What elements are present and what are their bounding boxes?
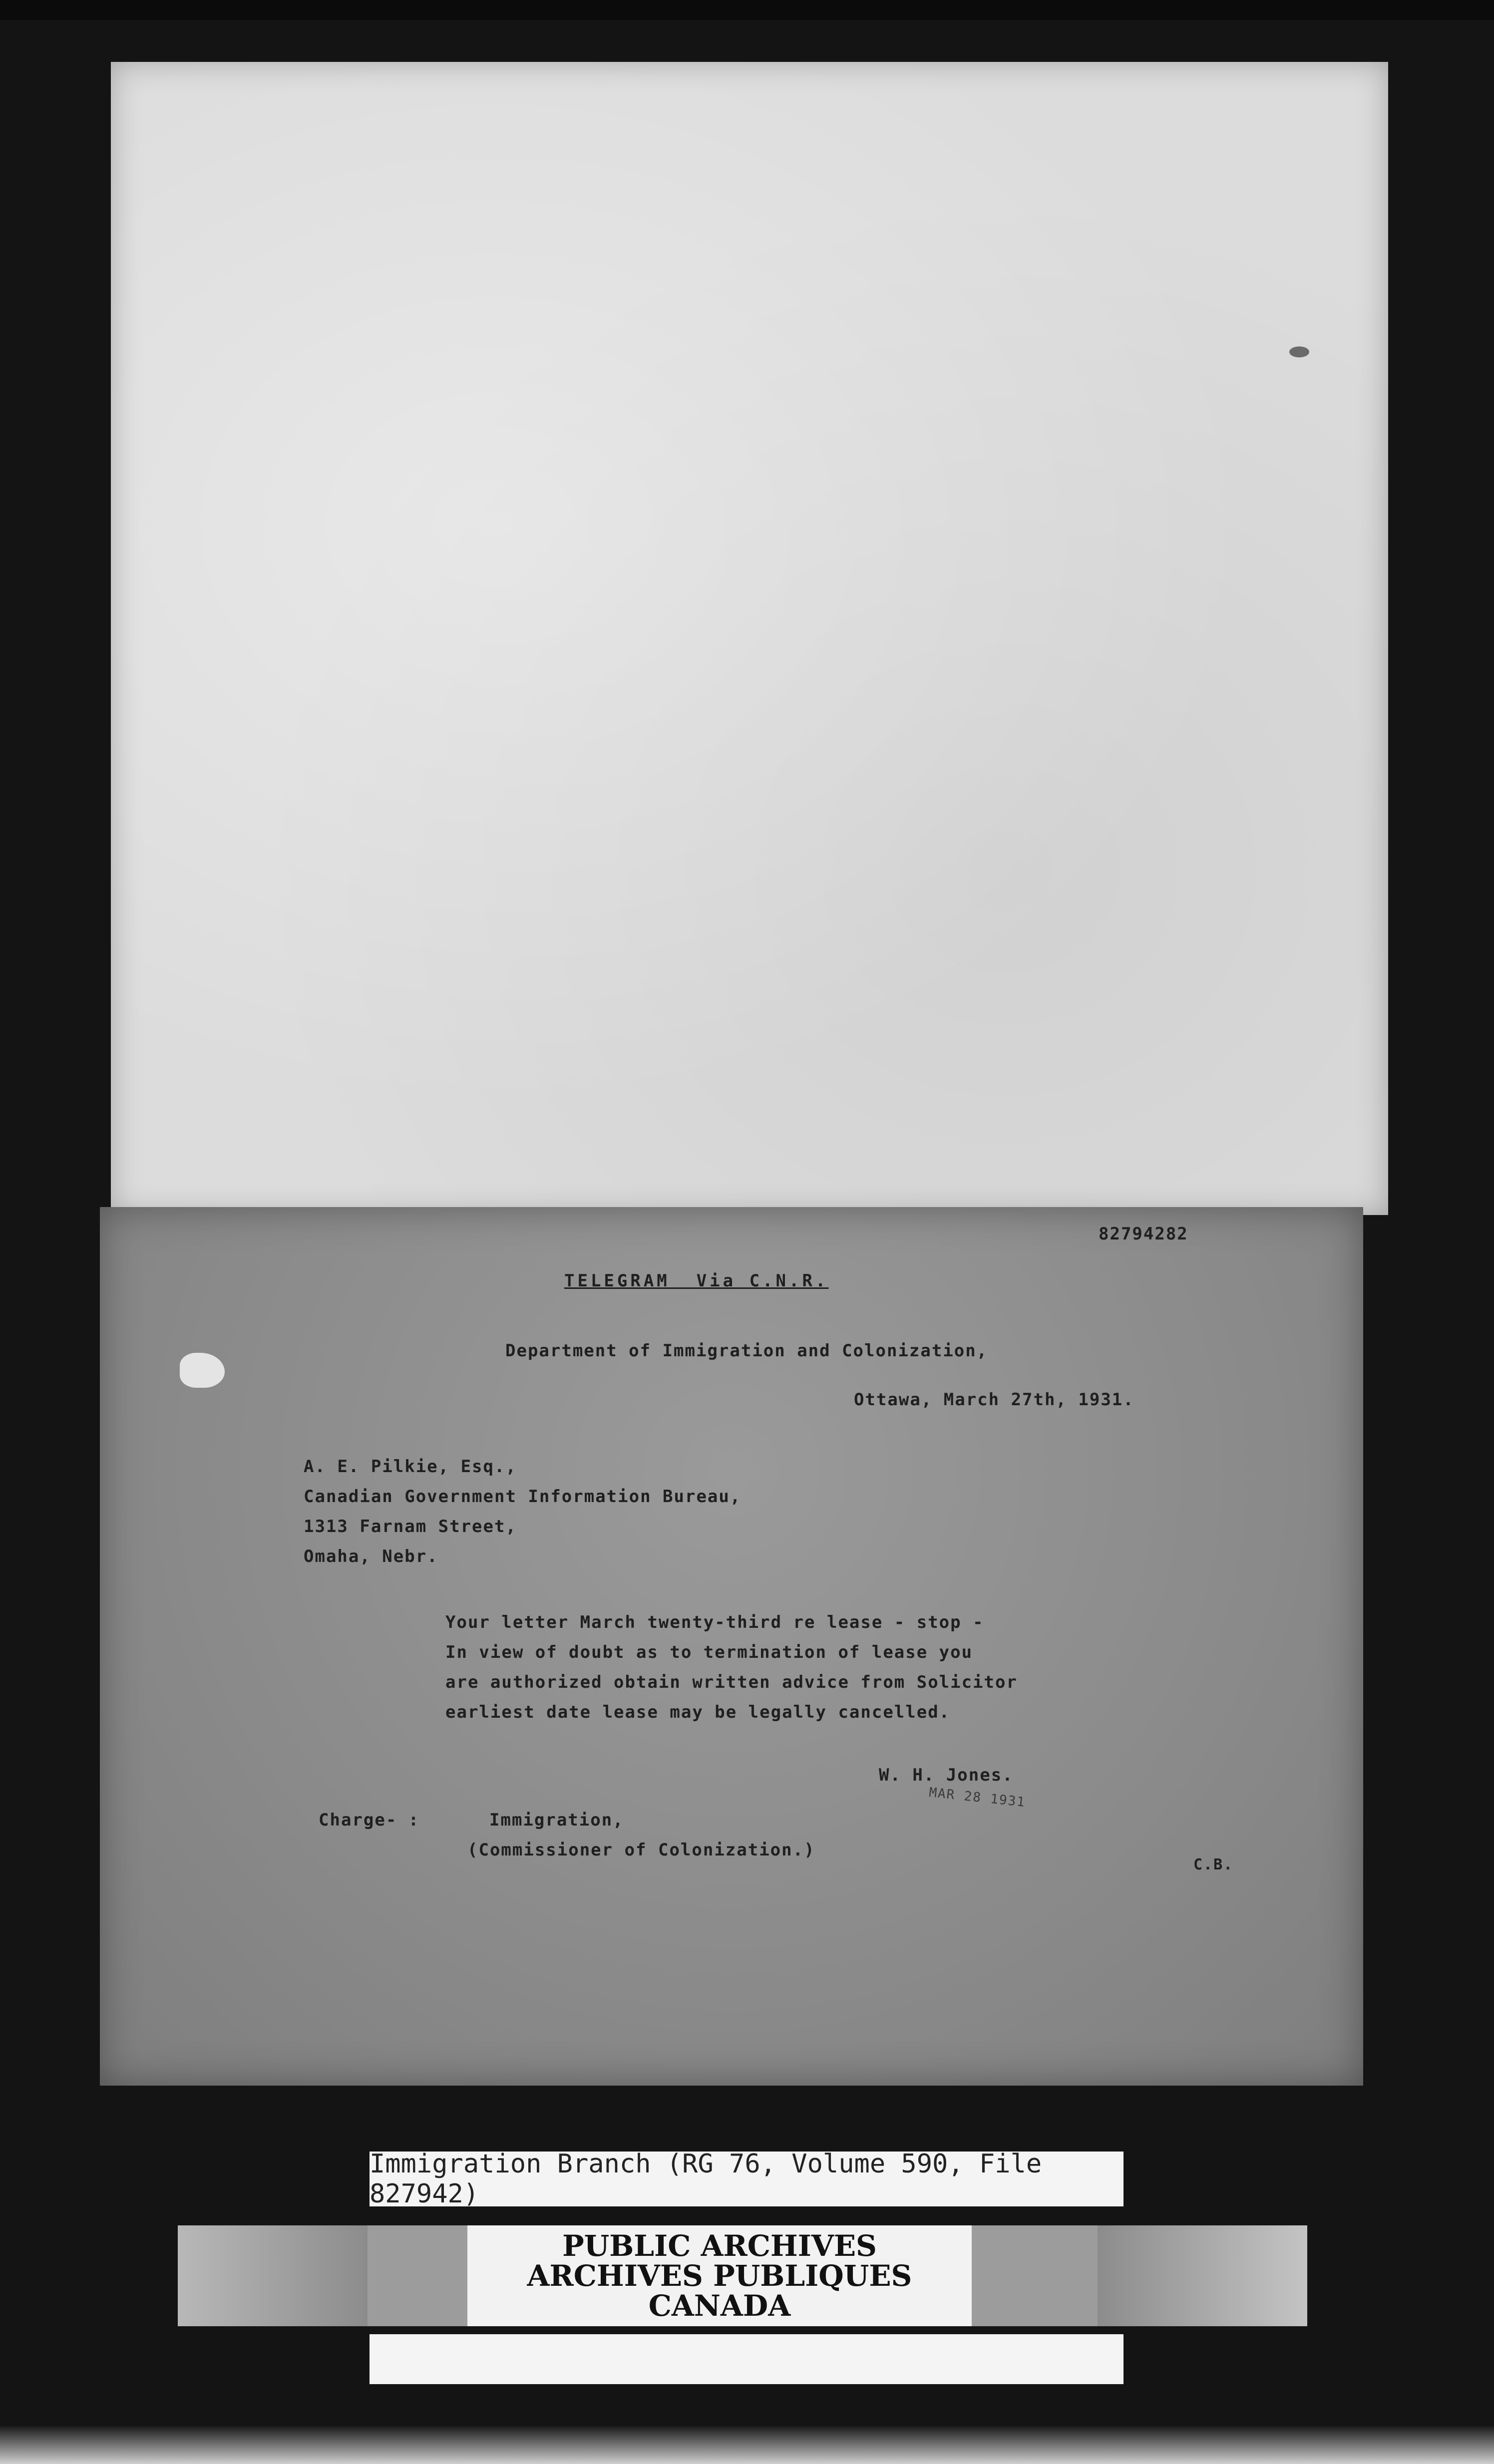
date-line: Ottawa, March 27th, 1931. [854, 1390, 1134, 1410]
signature: W. H. Jones. [879, 1765, 1014, 1785]
message-line: are authorized obtain written advice from Solicitor [445, 1672, 1018, 1692]
department-line: Department of Immigration and Colonization, [505, 1341, 988, 1361]
address-line: 1313 Farnam Street, [304, 1517, 517, 1537]
paper-speck [1289, 346, 1309, 357]
strip-block [1098, 2225, 1307, 2326]
handwritten-initials: C.B. [1193, 1856, 1234, 1873]
charge-line: (Commissioner of Colonization.) [467, 1840, 815, 1860]
message-line: Your letter March twenty-third re lease - stop - [445, 1612, 984, 1632]
blank-upper-sheet [111, 62, 1388, 1215]
message-line: In view of doubt as to termination of lease you [445, 1642, 973, 1662]
archive-strip [178, 2225, 1307, 2326]
message-line: earliest date lease may be legally cancelled. [445, 1702, 951, 1722]
address-line: A. E. Pilkie, Esq., [304, 1457, 517, 1477]
blank-label-strip [370, 2334, 1123, 2384]
charge-line: Immigration, [489, 1810, 624, 1830]
strip-block [178, 2225, 368, 2326]
stamp-line: ARCHIVES PUBLIQUES [527, 2259, 912, 2293]
document-number: 82794282 [1099, 1224, 1188, 1244]
telegram-header: TELEGRAM Via C.N.R. [564, 1271, 829, 1291]
stamp-line: PUBLIC ARCHIVES [562, 2229, 877, 2263]
address-line: Omaha, Nebr. [304, 1546, 438, 1566]
film-bottom-edge [0, 2426, 1494, 2464]
received-date-stamp: MAR 28 1931 [928, 1785, 1027, 1811]
address-line: Canadian Government Information Bureau, [304, 1487, 742, 1507]
stamp-line: CANADA [648, 2289, 791, 2323]
archive-citation-label: Immigration Branch (RG 76, Volume 590, File 827942) [370, 2152, 1123, 2206]
telegram-sheet [100, 1207, 1363, 2086]
public-archives-stamp [467, 2225, 972, 2326]
frame-edge [0, 0, 1494, 20]
charge-label: Charge- : [319, 1810, 420, 1830]
